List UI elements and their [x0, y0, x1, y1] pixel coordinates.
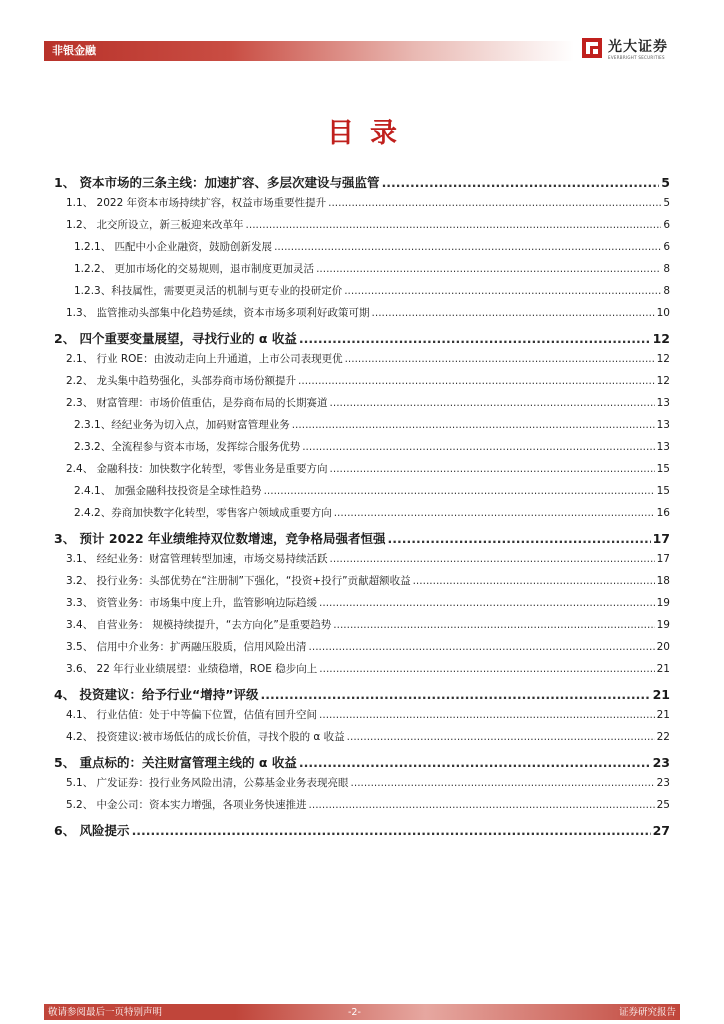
toc-entry-label: 6、 风险提示	[54, 823, 130, 838]
toc-leader-dots	[246, 219, 662, 231]
toc-entry[interactable]	[54, 320, 670, 344]
toc-leader-dots	[299, 331, 651, 346]
toc-entry-label: 1、 资本市场的三条主线：加速扩容、多层次建设与强监管	[54, 175, 380, 190]
toc-leader-dots	[345, 353, 655, 365]
toc-entry[interactable]	[54, 254, 670, 276]
toc-entry-label: 3、 预计 2022 年业绩维持双位数增速，竞争格局强者恒强	[54, 531, 386, 546]
toc-leader-dots	[292, 419, 655, 431]
toc-entry[interactable]	[54, 410, 670, 432]
toc-entry-label: 2、 四个重要变量展望，寻找行业的 α 收益	[54, 331, 297, 346]
toc-entry-label: 2.3.2、全流程参与资本市场，发挥综合服务优势	[74, 441, 301, 453]
toc-leader-dots	[302, 441, 654, 453]
toc-entry-label: 1.2.2、 更加市场化的交易规则，退市制度更加灵活	[74, 263, 315, 275]
toc-leader-dots	[319, 597, 655, 609]
toc-entry-label: 3.1、 经纪业务：财富管理转型加速，市场交易持续活跃	[66, 553, 328, 565]
toc-entry-label: 5、 重点标的：关注财富管理主线的 α 收益	[54, 755, 297, 770]
toc-entry[interactable]	[54, 722, 670, 744]
toc-entry[interactable]	[54, 388, 670, 410]
toc-entry-page: 12	[656, 353, 670, 365]
toc-entry-label: 3.6、 22 年行业业绩展望：业绩稳增，ROE 稳步向上	[66, 663, 318, 675]
toc-entry-label: 3.4、 自营业务： 规模持续提升，“去方向化”是重要趋势	[66, 619, 332, 631]
toc-leader-dots	[298, 375, 655, 387]
toc-entry[interactable]	[54, 812, 670, 836]
everbright-logo-icon	[580, 36, 604, 60]
toc-entry[interactable]	[54, 610, 670, 632]
toc-entry-page: 13	[656, 419, 670, 431]
toc-leader-dots	[334, 507, 655, 519]
toc-entry-page: 20	[656, 641, 670, 653]
toc-entry-label: 2.4.2、券商加快数字化转型，零售客户领域成重要方向	[74, 507, 332, 519]
toc-leader-dots	[351, 777, 655, 789]
toc-entry[interactable]	[54, 276, 670, 298]
toc-entry-page: 8	[663, 285, 670, 297]
toc-leader-dots	[388, 531, 651, 546]
toc-entry-page: 6	[663, 241, 670, 253]
toc-entry-page: 15	[656, 463, 670, 475]
toc-entry[interactable]	[54, 454, 670, 476]
toc-entry-page: 15	[656, 485, 670, 497]
toc-entry-page: 13	[656, 397, 670, 409]
toc-entry[interactable]	[54, 498, 670, 520]
toc-entry-page: 21	[656, 709, 670, 721]
toc-entry-label: 4.1、 行业估值：处于中等偏下位置，估值有回升空间	[66, 709, 318, 721]
toc-entry-page: 27	[652, 823, 670, 838]
toc-leader-dots	[347, 731, 655, 743]
toc-entry-page: 6	[663, 219, 670, 231]
toc-entry-label: 4、 投资建议：给予行业“增持”评级	[54, 687, 259, 702]
toc-entry[interactable]	[54, 344, 670, 366]
footer-report-type: 证券研究报告	[618, 1007, 676, 1018]
toc-leader-dots	[260, 687, 650, 702]
toc-leader-dots	[330, 463, 655, 475]
toc-entry-label: 5.2、 中金公司：资本实力增强，各项业务快速推进	[66, 799, 307, 811]
toc-entry[interactable]	[54, 744, 670, 768]
toc-entry-label: 1.1、 2022 年资本市场持续扩容，权益市场重要性提升	[66, 197, 327, 209]
toc-leader-dots	[328, 197, 661, 209]
logo-subtitle: EVERBRIGHT SECURITIES	[608, 55, 665, 60]
logo-name: 光大证券	[608, 39, 668, 55]
toc-entry[interactable]	[54, 476, 670, 498]
toc-entry-label: 5.1、 广发证券：投行业务风险出清，公募基金业务表现亮眼	[66, 777, 349, 789]
toc-entry-page: 25	[656, 799, 670, 811]
toc-entry[interactable]	[54, 232, 670, 254]
table-of-contents	[54, 164, 670, 836]
toc-entry[interactable]	[54, 298, 670, 320]
toc-entry-page: 21	[656, 663, 670, 675]
toc-leader-dots	[309, 799, 655, 811]
toc-entry[interactable]	[54, 544, 670, 566]
toc-entry[interactable]	[54, 768, 670, 790]
toc-entry-label: 2.3、 财富管理：市场价值重估，是券商布局的长期赛道	[66, 397, 328, 409]
toc-leader-dots	[274, 241, 661, 253]
toc-leader-dots	[372, 307, 655, 319]
toc-entry-label: 2.2、 龙头集中趋势强化，头部券商市场份额提升	[66, 375, 297, 387]
toc-entry-page: 21	[652, 687, 670, 702]
toc-entry-page: 22	[656, 731, 670, 743]
company-logo	[580, 34, 680, 66]
toc-entry[interactable]	[54, 432, 670, 454]
toc-entry-page: 23	[652, 755, 670, 770]
toc-entry-page: 23	[656, 777, 670, 789]
page-title: 目录	[327, 118, 413, 149]
toc-leader-dots	[330, 553, 655, 565]
toc-entry[interactable]	[54, 566, 670, 588]
toc-leader-dots	[319, 709, 655, 721]
toc-entry[interactable]	[54, 588, 670, 610]
toc-entry-label: 3.2、 投行业务：头部优势在“注册制”下强化，“投资+投行”贡献超额收益	[66, 575, 411, 587]
toc-leader-dots	[382, 175, 660, 190]
toc-entry[interactable]	[54, 520, 670, 544]
toc-entry-page: 17	[652, 531, 670, 546]
toc-leader-dots	[132, 823, 651, 838]
toc-entry[interactable]	[54, 632, 670, 654]
toc-entry-label: 1.2.3、科技属性，需要更灵活的机制与更专业的投研定价	[74, 285, 343, 297]
toc-entry-label: 2.4.1、 加强金融科技投资是全球性趋势	[74, 485, 262, 497]
toc-entry-page: 5	[661, 175, 670, 190]
toc-entry-page: 12	[656, 375, 670, 387]
toc-entry-page: 8	[663, 263, 670, 275]
toc-entry[interactable]	[54, 700, 670, 722]
toc-leader-dots	[299, 755, 651, 770]
toc-entry-page: 19	[656, 597, 670, 609]
toc-entry[interactable]	[54, 790, 670, 812]
toc-entry-page: 13	[656, 441, 670, 453]
toc-entry-page: 12	[652, 331, 670, 346]
section-label: 非银金融	[52, 44, 96, 57]
toc-entry[interactable]	[54, 366, 670, 388]
toc-entry-page: 18	[656, 575, 670, 587]
toc-entry-page: 17	[656, 553, 670, 565]
toc-entry[interactable]	[54, 164, 670, 188]
header-band	[44, 41, 574, 61]
toc-entry[interactable]	[54, 188, 670, 210]
toc-leader-dots	[319, 663, 654, 675]
footer-page-number: -2-	[348, 1007, 361, 1018]
toc-entry-label: 1.2、 北交所设立，新三板迎来改革年	[66, 219, 244, 231]
toc-entry-page: 10	[656, 307, 670, 319]
toc-entry[interactable]	[54, 676, 670, 700]
toc-entry-page: 16	[656, 507, 670, 519]
toc-entry-label: 3.3、 资管业务：市场集中度上升，监管影响边际趋缓	[66, 597, 318, 609]
toc-leader-dots	[344, 285, 661, 297]
toc-entry-label: 1.3、 监管推动头部集中化趋势延续，资本市场多项利好政策可期	[66, 307, 370, 319]
toc-entry-label: 2.1、 行业 ROE：由波动走向上升通道，上市公司表现更优	[66, 353, 343, 365]
toc-entry[interactable]	[54, 210, 670, 232]
toc-leader-dots	[330, 397, 655, 409]
toc-entry-label: 2.3.1、经纪业务为切入点，加码财富管理业务	[74, 419, 290, 431]
toc-leader-dots	[264, 485, 655, 497]
toc-entry-page: 5	[663, 197, 670, 209]
toc-entry-page: 19	[656, 619, 670, 631]
toc-leader-dots	[309, 641, 655, 653]
toc-leader-dots	[316, 263, 661, 275]
toc-entry-label: 3.5、 信用中介业务：扩两融压股质，信用风险出清	[66, 641, 307, 653]
toc-entry-label: 1.2.1、 匹配中小企业融资，鼓励创新发展	[74, 241, 273, 253]
toc-entry[interactable]	[54, 654, 670, 676]
toc-leader-dots	[333, 619, 654, 631]
toc-entry-label: 2.4、 金融科技：加快数字化转型，零售业务是重要方向	[66, 463, 328, 475]
toc-leader-dots	[413, 575, 655, 587]
footer-disclaimer: 敬请参阅最后一页特别声明	[48, 1007, 163, 1018]
toc-entry-label: 4.2、 投资建议:被市场低估的成长价值，寻找个股的 α 收益	[66, 731, 345, 743]
